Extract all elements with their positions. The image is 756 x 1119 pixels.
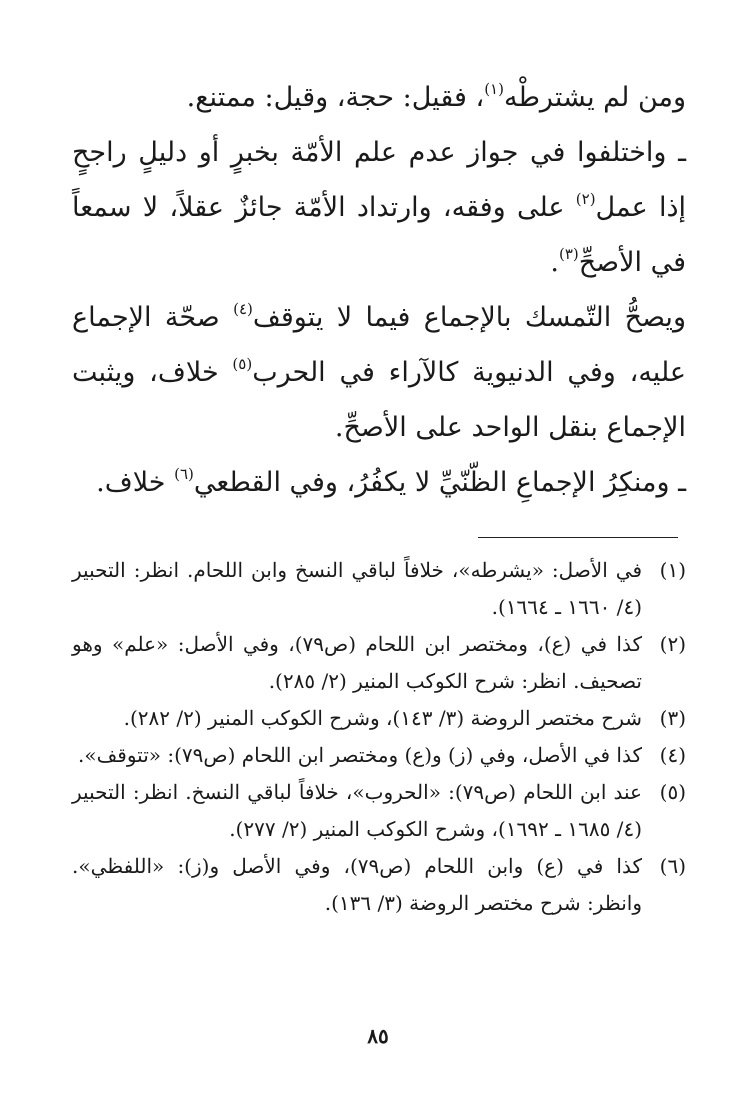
footnote-item <box>72 737 686 774</box>
paragraph-3 <box>72 290 686 455</box>
paragraph-1-text-end: ، فقيل: حجة، وقيل: ممتنع. <box>186 82 485 113</box>
paragraph-2-text: ـ واختلفوا في جواز عدم علم الأمّة بخبرٍ أو دليلٍ راجحٍ إذا عمل <box>72 137 686 223</box>
footnote-number: (٥) <box>659 780 686 804</box>
footnote-number: (٦) <box>659 854 686 878</box>
footnote-text: عند ابن اللحام (ص٧٩): «الحروب»، خلافاً لباقي النسخ. انظر: التحبير (٤/ ١٦٨٥ ـ ١٦٩٢)، وشرح الكوكب المنير (٢/ ٢٧٧). <box>72 780 642 841</box>
footnote-text: كذا في الأصل، وفي (ز) و(ع) ومختصر ابن اللحام (ص٧٩): «تتوقف». <box>77 743 642 767</box>
footnote-ref-5: (٥) <box>232 355 253 373</box>
footnote-text: كذا في (ع) وابن اللحام (ص٧٩)، وفي الأصل و(ز): «اللفظي». وانظر: شرح مختصر الروضة (٣/ ١٣٦). <box>72 854 643 915</box>
footnote-number: (٢) <box>659 632 686 656</box>
paragraph-4-text-end: خلاف. <box>96 467 175 498</box>
footnote-number: (١) <box>659 558 686 582</box>
paragraph-1 <box>72 70 686 125</box>
footnote-text: في الأصل: «يشرطه»، خلافاً لباقي النسخ وابن اللحام. انظر: التحبير (٤/ ١٦٦٠ ـ ١٦٦٤). <box>72 558 642 619</box>
footnote-ref-4: (٤) <box>233 300 253 318</box>
paragraph-3-text-end: خلاف، ويثبت الإجماع بنقل الواحد على الأصحِّ. <box>72 357 686 443</box>
footnote-item <box>72 774 686 848</box>
footnote-item <box>72 848 686 922</box>
paragraph-1-text: ومن لم يشترطْه <box>503 82 686 113</box>
paragraph-2-text-end: . <box>550 247 559 278</box>
paragraph-2-text-mid: على وفقه، وارتداد الأمّة جائزٌ عقلاً، لا سمعاً في الأصحِّ <box>72 192 686 278</box>
page-number: ٨٥ <box>367 1024 389 1048</box>
paragraph-3-text-mid: صحّة الإجماع عليه، وفي الدنيوية كالآراء في الحرب <box>72 302 686 388</box>
footnote-text: شرح مختصر الروضة (٣/ ١٤٣)، وشرح الكوكب المنير (٢/ ٢٨٢). <box>123 706 642 730</box>
footnotes <box>72 552 686 922</box>
footnote-separator <box>478 537 678 538</box>
footnote-ref-3: (٣) <box>558 245 579 263</box>
paragraph-4-text: ـ ومنكِرُ الإجماعِ الظّنّيِّ لا يكفُرُ، وفي القطعي <box>193 467 686 498</box>
footnote-item <box>72 700 686 737</box>
footnote-item <box>72 552 686 626</box>
footnote-ref-6: (٦) <box>174 465 194 483</box>
footnote-item <box>72 626 686 700</box>
main-text <box>72 70 686 510</box>
footnote-ref-2: (٢) <box>575 190 596 208</box>
footnote-text: كذا في (ع)، ومختصر ابن اللحام (ص٧٩)، وفي الأصل: «علم» وهو تصحيف. انظر: شرح الكوكب المنير (٢/ ٢٨٥). <box>72 632 643 693</box>
footnote-number: (٣) <box>659 706 686 730</box>
paragraph-2 <box>72 125 686 290</box>
footnote-number: (٤) <box>659 743 686 767</box>
paragraph-4 <box>72 455 686 510</box>
paragraph-3-text: ويصحُّ التّمسك بالإجماع فيما لا يتوقف <box>252 302 686 333</box>
footnote-ref-1: (١) <box>484 80 504 98</box>
